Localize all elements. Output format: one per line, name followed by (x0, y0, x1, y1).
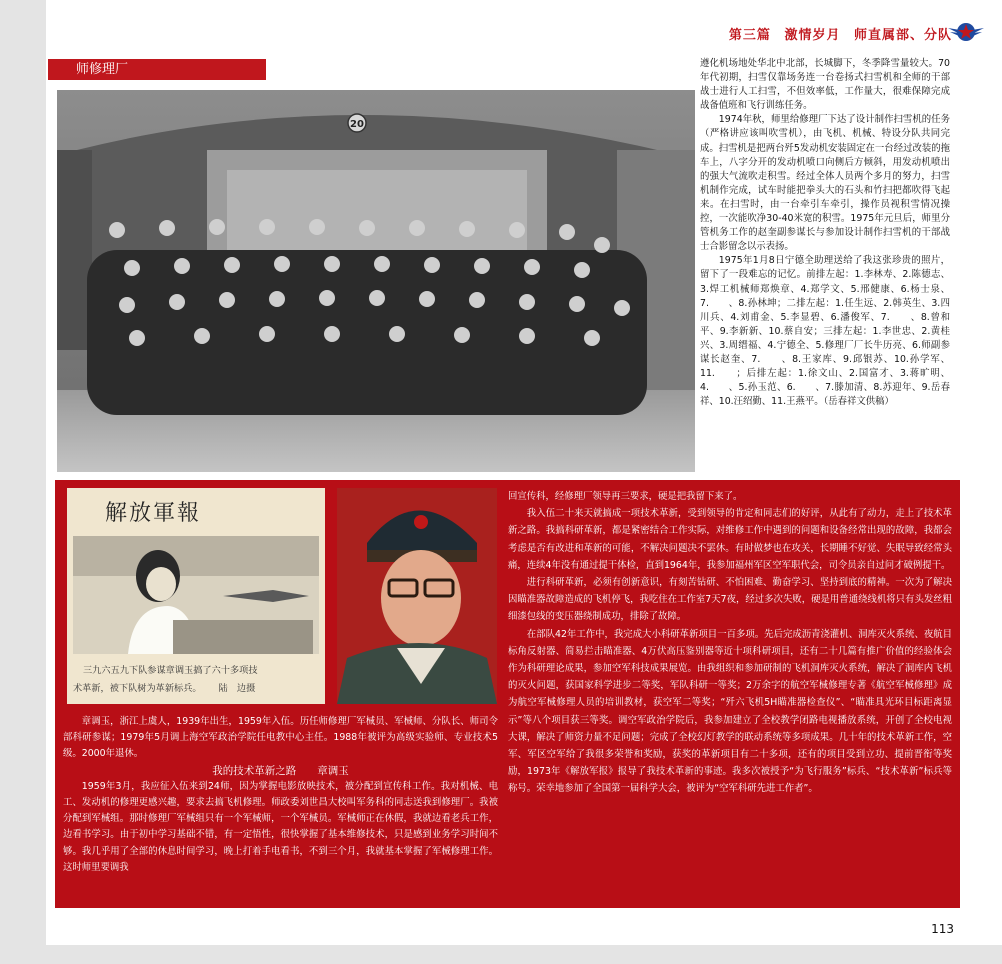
story-paragraph: 遵化机场地处华北中北部，长城脚下，冬季降雪量较大。70年代初期，扫雪仅靠场务连一台卷扬式扫雪机和全师的干部战士进行人工扫雪，不但效率低，工作量大，很难保障完成战备值班和飞行训练任务。 (700, 58, 950, 112)
newspaper-clipping (67, 488, 325, 704)
article-continued (508, 488, 952, 798)
section-tag: 师修理厂 (48, 59, 266, 80)
clipping-photo-credit: 陆 边摄 (218, 683, 256, 694)
photo-caption-names: 1975年1月8日宁德全助理送给了我这张珍贵的照片，留下了一段难忘的记忆。前排左起：1.李林寿、2.陈德志、3.焊工机械师郑焕章、4.郑学文、5.邢健康、6.杨士泉、7. 、8.孙林坤；二排左起：1.任生远、2.韩英生、3.四川兵、4.刘甫金、5.李显碧、6.潘俊军、7. 、8.曾和平、9.李新新、10.蔡自安；三排左起：1.李世忠、2.黄桂兴、3.周缙福、4.宁德全、5.修理厂厂长牛历亮、6.师副参谋长赵奎、7. 、8.王家库、9.邱银苏、10.孙学军、11. ；后排左起：1.徐文山、2.国富才、3.蒋旷明、4. 、5.孙玉范、6. 、7.滕加清、8.苏迎年、9.岳春祥、10.汪绍勤、11.王燕平。（岳春祥文供稿） (700, 255, 950, 408)
page-number: 113 (931, 922, 954, 936)
air-force-emblem-icon (948, 14, 984, 48)
bio-article-left (63, 714, 498, 876)
clipping-caption-row (73, 680, 255, 694)
header-part: 第三篇 (728, 28, 771, 43)
hangar-number: 20 (350, 119, 364, 130)
article-paragraph: 进行科研革新，必须有创新意识，有刻苦钻研、不怕困难、勤奋学习、坚持到底的精神。一次为了解决因瞄准器故障造成的飞机停飞，我吃住在工作室7天7夜，经过多次失败，硬是用普通绕线机将只有头发丝粗细漆包线的变压器绕制成功，排除了故障。 (508, 577, 952, 623)
page-margin-left (0, 0, 46, 964)
page-margin-bottom (0, 945, 1002, 964)
article-title: 我的技术革新之路 章调玉 (212, 764, 349, 777)
article-paragraph: 回宣传科，经修理厂领导再三要求，硬是把我留下来了。 (508, 491, 743, 502)
article-paragraph: 1959年3月，我应征入伍来到24师，因为掌握电影放映技术，被分配到宣传科工作。我对机械、电工、发动机的修理更感兴趣，要求去搞飞机修理。师政委刘世昌大校叫军务科的同志送我到修理厂。我被分配到军械组。那时修理厂军械组只有一个军械师，一个军械员。军械师正在休假，我就边看老兵工作，边看书学习。由于初中学习基础不错，有一定悟性，很快掌握了基本维修技术，只是感到业务学习时间不够。我几乎用了全部的休息时间学习，晚上打着手电看书，不到三个月，我就基本掌握了军械修理工作。这时师里要调我 (63, 780, 498, 873)
running-header (729, 24, 952, 43)
photo-story-text (700, 57, 950, 409)
group-photo (57, 90, 695, 472)
clipping-photo (73, 536, 319, 654)
header-section: 师直属部、分队 (853, 28, 952, 43)
author-bio: 章调玉，浙江上虞人，1939年出生，1959年入伍。历任师修理厂军械员、军械师、分队长、师司令部科研参谋；1979年5月调上海空军政治学院任电教中心主任。1988年被评为高级实验师、专业技术5级。2000年退休。 (63, 716, 498, 760)
header-part-title: 激情岁月 (784, 28, 841, 43)
clipping-caption-line2: 术革新，被下队树为革新标兵。 (73, 683, 202, 694)
portrait-photo (337, 488, 497, 704)
clipping-masthead: 解放軍報 (105, 501, 202, 526)
story-paragraph: 1974年秋，师里给修理厂下达了设计制作扫雪机的任务（严格讲应该叫吹雪机），由飞机、机械、特设分队共同完成。扫雪机是把两台歼5发动机安装固定在一台经过改装的拖车上，八字分开的发动机喷口向侧后方倾斜，用发动机喷出的强大气流吹走积雪。经过全体人员两个多月的努力，扫雪机制作完成，试车时能把拳头大的石头和竹扫把都吹得飞起来。在扫雪时，由一台牵引车牵引，操作员视积雪情况操控，一次能吹净30-40米宽的积雪。1975年元旦后，师里分管机务工作的赵奎副参谋长与参加设计制作扫雪机的干部战士合影留念以示表扬。 (700, 114, 950, 253)
article-paragraph: 在部队42年工作中，我完成大小科研革新项目一百多项。先后完成沥青浇灌机、洞库灭火系统、夜航目标角反射器、简易拦击瞄准器、4万伏高压鉴别器等近十项科研项目，还有二十几篇有推广价值的经验体会作为科研理论成果，参加空军科技成果展览。由我组织和参加研制的飞机洞库灭火系统，解决了洞库内飞机的灭火问题，获国家科学进步二等奖，军队科研一等奖；2万余字的航空军械修理专著《航空军械修理》成为航空军械修理人员的培训教材，获空军二等奖；“歼六飞机5H瞄准器检查仪”、“瞄准具光环目标距离显示”等八个项目获三等奖。调空军政治学院后，我参加建立了全校教学闭路电视播放系统，开创了全校电视大课，解决了师资力量不足问题；完成了全校幻灯教学的联动系统等多项成果。几十年的技术革新工作，空军、军区空军给了我很多荣誉和奖励，获奖的革新项目有二十多项，还有的项目受到立功、提前晋衔等奖励，1973年《解放军报》报导了我技术革新的事迹。我多次被授予“为飞行服务”标兵、“技术革新”标兵等称号。荣幸地参加了全国第一届科学大会，被评为“空军科研先进工作者”。 (508, 628, 952, 795)
clipping-caption-line1: 三九六五九下队参谋章调玉搞了六十多项技 (83, 665, 258, 676)
article-paragraph: 我入伍二十来天就搞成一项技术革新，受到领导的肯定和同志们的好评，从此有了动力，走上了技术革新之路。我搞科研革新，都是紧密结合工作实际，对维修工作中遇到的问题和设备经常出现的故障，我都会考虑是否有改进和革新的可能，不解决问题决不罢休。有时做梦也在攻关，长期睡不好觉、失眠导致经常头痛，连续4年没有通过提干体检，直到1964年，我参加福州军区空军职代会，司令员亲自过问才破例提干。 (508, 508, 952, 571)
